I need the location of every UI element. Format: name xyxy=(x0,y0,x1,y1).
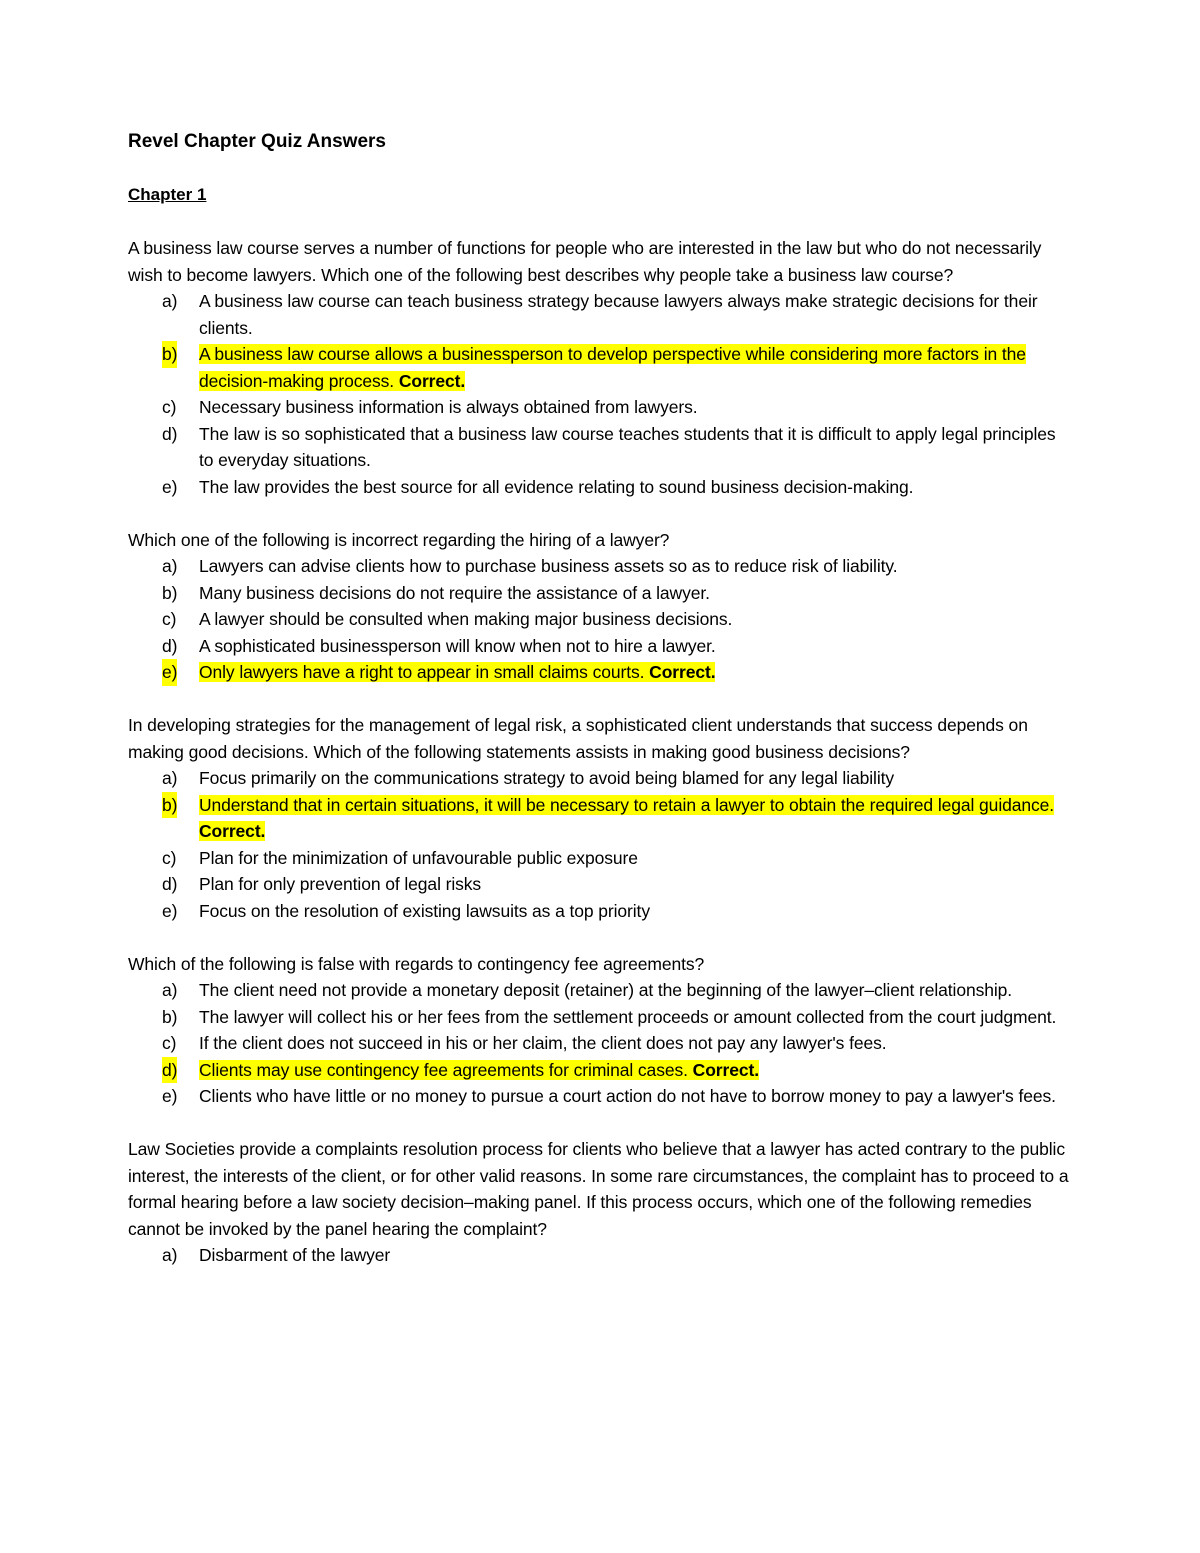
option-text: Plan for only prevention of legal risks xyxy=(199,874,482,894)
option-text: Many business decisions do not require the assistance of a lawyer. xyxy=(199,582,710,603)
option-text: The client need not provide a monetary deposit (retainer) at the beginning of the lawyer–client relationship. xyxy=(199,980,1013,1000)
option-body xyxy=(199,609,732,629)
answer-options xyxy=(128,1242,1073,1269)
question xyxy=(128,235,1073,500)
option-body xyxy=(199,1060,759,1080)
answer-option xyxy=(128,474,1073,501)
option-body xyxy=(199,980,1012,1000)
answer-option xyxy=(128,1004,1073,1031)
option-body xyxy=(199,795,1054,842)
question-text: A business law course serves a number of functions for people who are interested in the law but who do not necessarily wish to become lawyers. Which one of the following best describes why people take a business law course? xyxy=(128,238,1042,285)
answer-option xyxy=(128,1030,1073,1057)
option-letter: e) xyxy=(162,900,178,921)
answer-option xyxy=(128,845,1073,872)
option-body xyxy=(199,397,698,417)
answer-option-correct xyxy=(128,792,1073,845)
option-letter: a) xyxy=(162,1245,178,1265)
answer-options xyxy=(128,765,1073,924)
option-letter: a) xyxy=(162,980,178,1000)
answer-option xyxy=(128,1242,1073,1269)
answer-option xyxy=(128,288,1073,341)
option-text: The law provides the best source for all evidence relating to sound business decision-making. xyxy=(199,476,914,497)
question xyxy=(128,527,1073,686)
question-text: Which one of the following is incorrect regarding the hiring of a lawyer? xyxy=(128,529,670,550)
option-letter: b) xyxy=(162,582,178,603)
answer-option-correct xyxy=(128,341,1073,394)
option-body xyxy=(199,874,481,894)
option-letter: e) xyxy=(162,1086,178,1106)
option-text: A business law course allows a businessperson to develop perspective while considering more factors in the decision-making process. xyxy=(199,344,1026,391)
answer-option xyxy=(128,633,1073,660)
option-text: Focus primarily on the communications strategy to avoid being blamed for any legal liability xyxy=(199,768,895,788)
option-body xyxy=(199,477,913,497)
answer-option xyxy=(128,421,1073,474)
option-text: A business law course can teach business strategy because lawyers always make strategic decisions for their clients. xyxy=(199,291,1038,338)
option-body xyxy=(199,291,1037,338)
answer-option xyxy=(128,553,1073,580)
option-body xyxy=(199,662,715,682)
document-title: Revel Chapter Quiz Answers xyxy=(128,131,386,152)
answer-options xyxy=(128,288,1073,500)
option-letter: a) xyxy=(162,291,178,311)
option-letter: b) xyxy=(162,1006,178,1027)
option-body xyxy=(199,1007,1056,1027)
answer-options xyxy=(128,553,1073,686)
option-letter: b) xyxy=(162,341,177,368)
option-text: Clients may use contingency fee agreements for criminal cases. xyxy=(199,1059,688,1080)
option-text: A lawyer should be consulted when making major business decisions. xyxy=(199,609,733,629)
answer-option xyxy=(128,977,1073,1004)
answer-option-correct xyxy=(128,1057,1073,1084)
option-text: Plan for the minimization of unfavourable public exposure xyxy=(199,847,638,868)
option-text: Disbarment of the lawyer xyxy=(199,1245,391,1265)
question-list xyxy=(128,235,1073,1269)
option-body xyxy=(199,768,894,788)
answer-option xyxy=(128,898,1073,925)
option-body xyxy=(199,636,716,656)
option-body xyxy=(199,556,898,576)
chapter-heading: Chapter 1 xyxy=(128,185,207,204)
question-text: In developing strategies for the management of legal risk, a sophisticated client understands that success depends on making good decisions. Which of the following statements assists in making good business decisions? xyxy=(128,715,1028,762)
document-page xyxy=(128,128,1073,1269)
option-letter: c) xyxy=(162,1033,177,1053)
option-text: The law is so sophisticated that a business law course teaches students that it is difficult to apply legal principles to everyday situations. xyxy=(199,423,1056,470)
option-body xyxy=(199,1086,1056,1106)
question-text: Law Societies provide a complaints resolution process for clients who believe that a lawyer has acted contrary to the public interest, the interests of the client, or for other valid reasons. In some rare circumstances, the complaint has to proceed to a formal hearing before a law society decision–making panel. If this process occurs, which one of the following remedies cannot be invoked by the panel hearing the complaint? xyxy=(128,1139,1069,1239)
option-letter: e) xyxy=(162,659,177,686)
question xyxy=(128,951,1073,1110)
option-body xyxy=(199,901,650,921)
option-body xyxy=(199,848,638,868)
option-letter: a) xyxy=(162,768,178,788)
option-body xyxy=(199,344,1026,391)
option-letter: d) xyxy=(162,423,178,444)
option-letter: c) xyxy=(162,847,177,868)
answer-option-correct xyxy=(128,659,1073,686)
correct-marker: Correct. xyxy=(692,1059,759,1080)
option-text: The lawyer will collect his or her fees from the settlement proceeds or amount collected from the court judgment. xyxy=(199,1006,1057,1027)
option-text: Understand that in certain situations, it will be necessary to retain a lawyer to obtain the required legal guidance. xyxy=(199,794,1055,815)
correct-marker: Correct. xyxy=(649,662,716,682)
option-body xyxy=(199,1033,887,1053)
question-text: Which of the following is false with regards to contingency fee agreements? xyxy=(128,953,705,974)
option-letter: c) xyxy=(162,609,177,629)
answer-option xyxy=(128,580,1073,607)
option-letter: d) xyxy=(162,1057,177,1084)
answer-option xyxy=(128,765,1073,792)
question xyxy=(128,1136,1073,1269)
option-letter: b) xyxy=(162,792,177,819)
option-letter: e) xyxy=(162,476,178,497)
correct-marker: Correct. xyxy=(199,821,266,841)
answer-option xyxy=(128,394,1073,421)
option-body xyxy=(199,583,710,603)
option-letter: d) xyxy=(162,635,178,656)
answer-option xyxy=(128,606,1073,633)
option-text: Clients who have little or no money to pursue a court action do not have to borrow money to pay a lawyer's fees. xyxy=(199,1086,1056,1106)
correct-marker: Correct. xyxy=(398,370,466,391)
option-letter: d) xyxy=(162,874,178,894)
answer-option xyxy=(128,1083,1073,1110)
option-text: If the client does not succeed in his or her claim, the client does not pay any lawyer's fees. xyxy=(199,1033,887,1053)
option-letter: a) xyxy=(162,556,178,576)
option-text: Focus on the resolution of existing lawsuits as a top priority xyxy=(199,900,650,921)
option-text: Lawyers can advise clients how to purchase business assets so as to reduce risk of liability. xyxy=(199,556,898,576)
option-body xyxy=(199,424,1056,471)
option-text: Only lawyers have a right to appear in small claims courts. xyxy=(199,662,645,682)
answer-option xyxy=(128,871,1073,898)
option-letter: c) xyxy=(162,397,177,417)
option-body xyxy=(199,1245,390,1265)
option-text: Necessary business information is always obtained from lawyers. xyxy=(199,397,698,417)
option-text: A sophisticated businessperson will know when not to hire a lawyer. xyxy=(199,635,716,656)
answer-options xyxy=(128,977,1073,1110)
question xyxy=(128,712,1073,924)
